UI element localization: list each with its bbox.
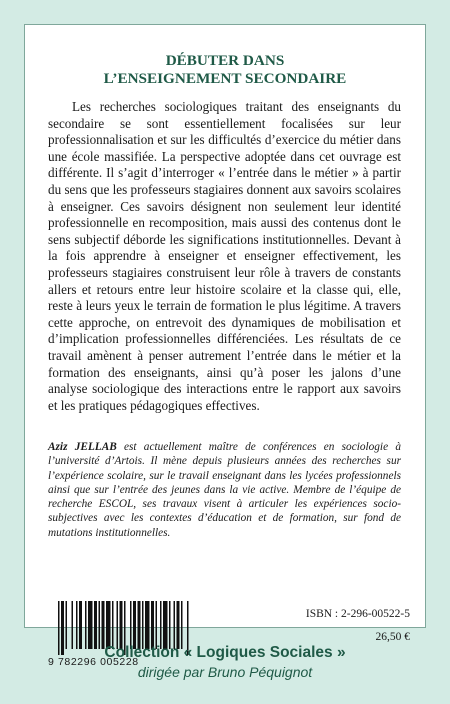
barcode-bar: [76, 601, 78, 649]
barcode-bar: [156, 601, 158, 649]
barcode-bar: [174, 601, 176, 649]
barcode-bar: [181, 601, 183, 649]
barcode-bar: [163, 601, 168, 649]
barcode-bar: [94, 601, 97, 649]
barcode-bar: [99, 601, 101, 649]
barcode-bar: [120, 601, 123, 649]
barcode-bar: [138, 601, 141, 649]
barcode-bar: [145, 601, 150, 649]
barcode-bar: [160, 601, 162, 649]
barcode-bar: [88, 601, 93, 649]
barcode-bar: [117, 601, 119, 649]
collection-name: Collection « Logiques Sociales »: [104, 644, 346, 661]
barcode-digits: 9 782296 005228: [48, 656, 139, 668]
barcode-bar: [142, 601, 144, 649]
barcode-bar: [79, 601, 82, 649]
barcode-bar: [66, 601, 68, 649]
book-title: [25, 52, 425, 88]
barcode-bar: [112, 601, 114, 649]
author-bio: [48, 440, 401, 540]
barcode-bar: [169, 601, 171, 649]
price: 26,50 €: [375, 631, 410, 643]
barcode-bar: [85, 601, 87, 649]
title-line-2: L’ENSEIGNEMENT SECONDAIRE: [103, 70, 347, 87]
barcode-bar: [72, 601, 74, 649]
barcode-bar: [102, 601, 105, 649]
author-bio-text: est actuellement maître de conférences en sociologie à l’université d’Artois. Il mène depuis plusieurs années des recherches sur l’expérience scolaire, sur le travail enseignant dans les lycées professionnels ainsi que sur l’entrée des jeunes dans la vie active. Membre de l’équipe de recherche ESCOL, ses travaux visent à articuler les expériences socio-subjectives avec les contextes d’éducation et de formation, sur fond de mutations institutionnelles.: [48, 441, 401, 539]
summary-text: Les recherches sociologiques traitant des enseignants du secondaire se sont essentiellement focalisées sur leur professionnalisation et sur les difficultés d’exercice du métier dans une école massifiée. La perspective adoptée dans cet ouvrage est différente. Il s’agit d’interroger « l’entrée dans le métier » à partir du sens que les professeurs stagiaires donnent aux savoirs scolaires à enseigner. Ces savoirs désignent non seulement leur identité professionnelle en recomposition, mais aussi des contenus dont le sens subjectif déborde les significations institutionnelles. Devant à la fois apprendre à enseigner et enseigner effectivement, les professeurs stagiaires construisent leur rôle à travers de constants allers et retours entre leur histoire scolaire et la classe qui, elle, reste à leurs yeux le terrain de formation le plus légitime. A travers cette approche, on entrevoit des dynamiques de mobilisation et d’implication professionnelles différenciées. Les résultats de ce travail amènent à penser autrement l’entrée dans le métier et la formation des enseignants, ainsi qu’à poser les jalons d’une analyse sociologique des interactions entre le rapport aux savoirs et les pratiques pédagogiques effectives.: [48, 99, 401, 413]
author-name: Aziz JELLAB: [48, 441, 117, 453]
barcode-bar: [130, 601, 132, 649]
title-line-1: DÉBUTER DANS: [165, 52, 285, 69]
barcode-bar: [133, 601, 136, 649]
collection-director: dirigée par Bruno Péquignot: [137, 664, 313, 680]
barcode-bar: [151, 601, 154, 649]
isbn-number: ISBN : 2-296-00522-5: [305, 608, 410, 620]
barcode-bar: [106, 601, 111, 649]
barcode-bar: [177, 601, 180, 649]
